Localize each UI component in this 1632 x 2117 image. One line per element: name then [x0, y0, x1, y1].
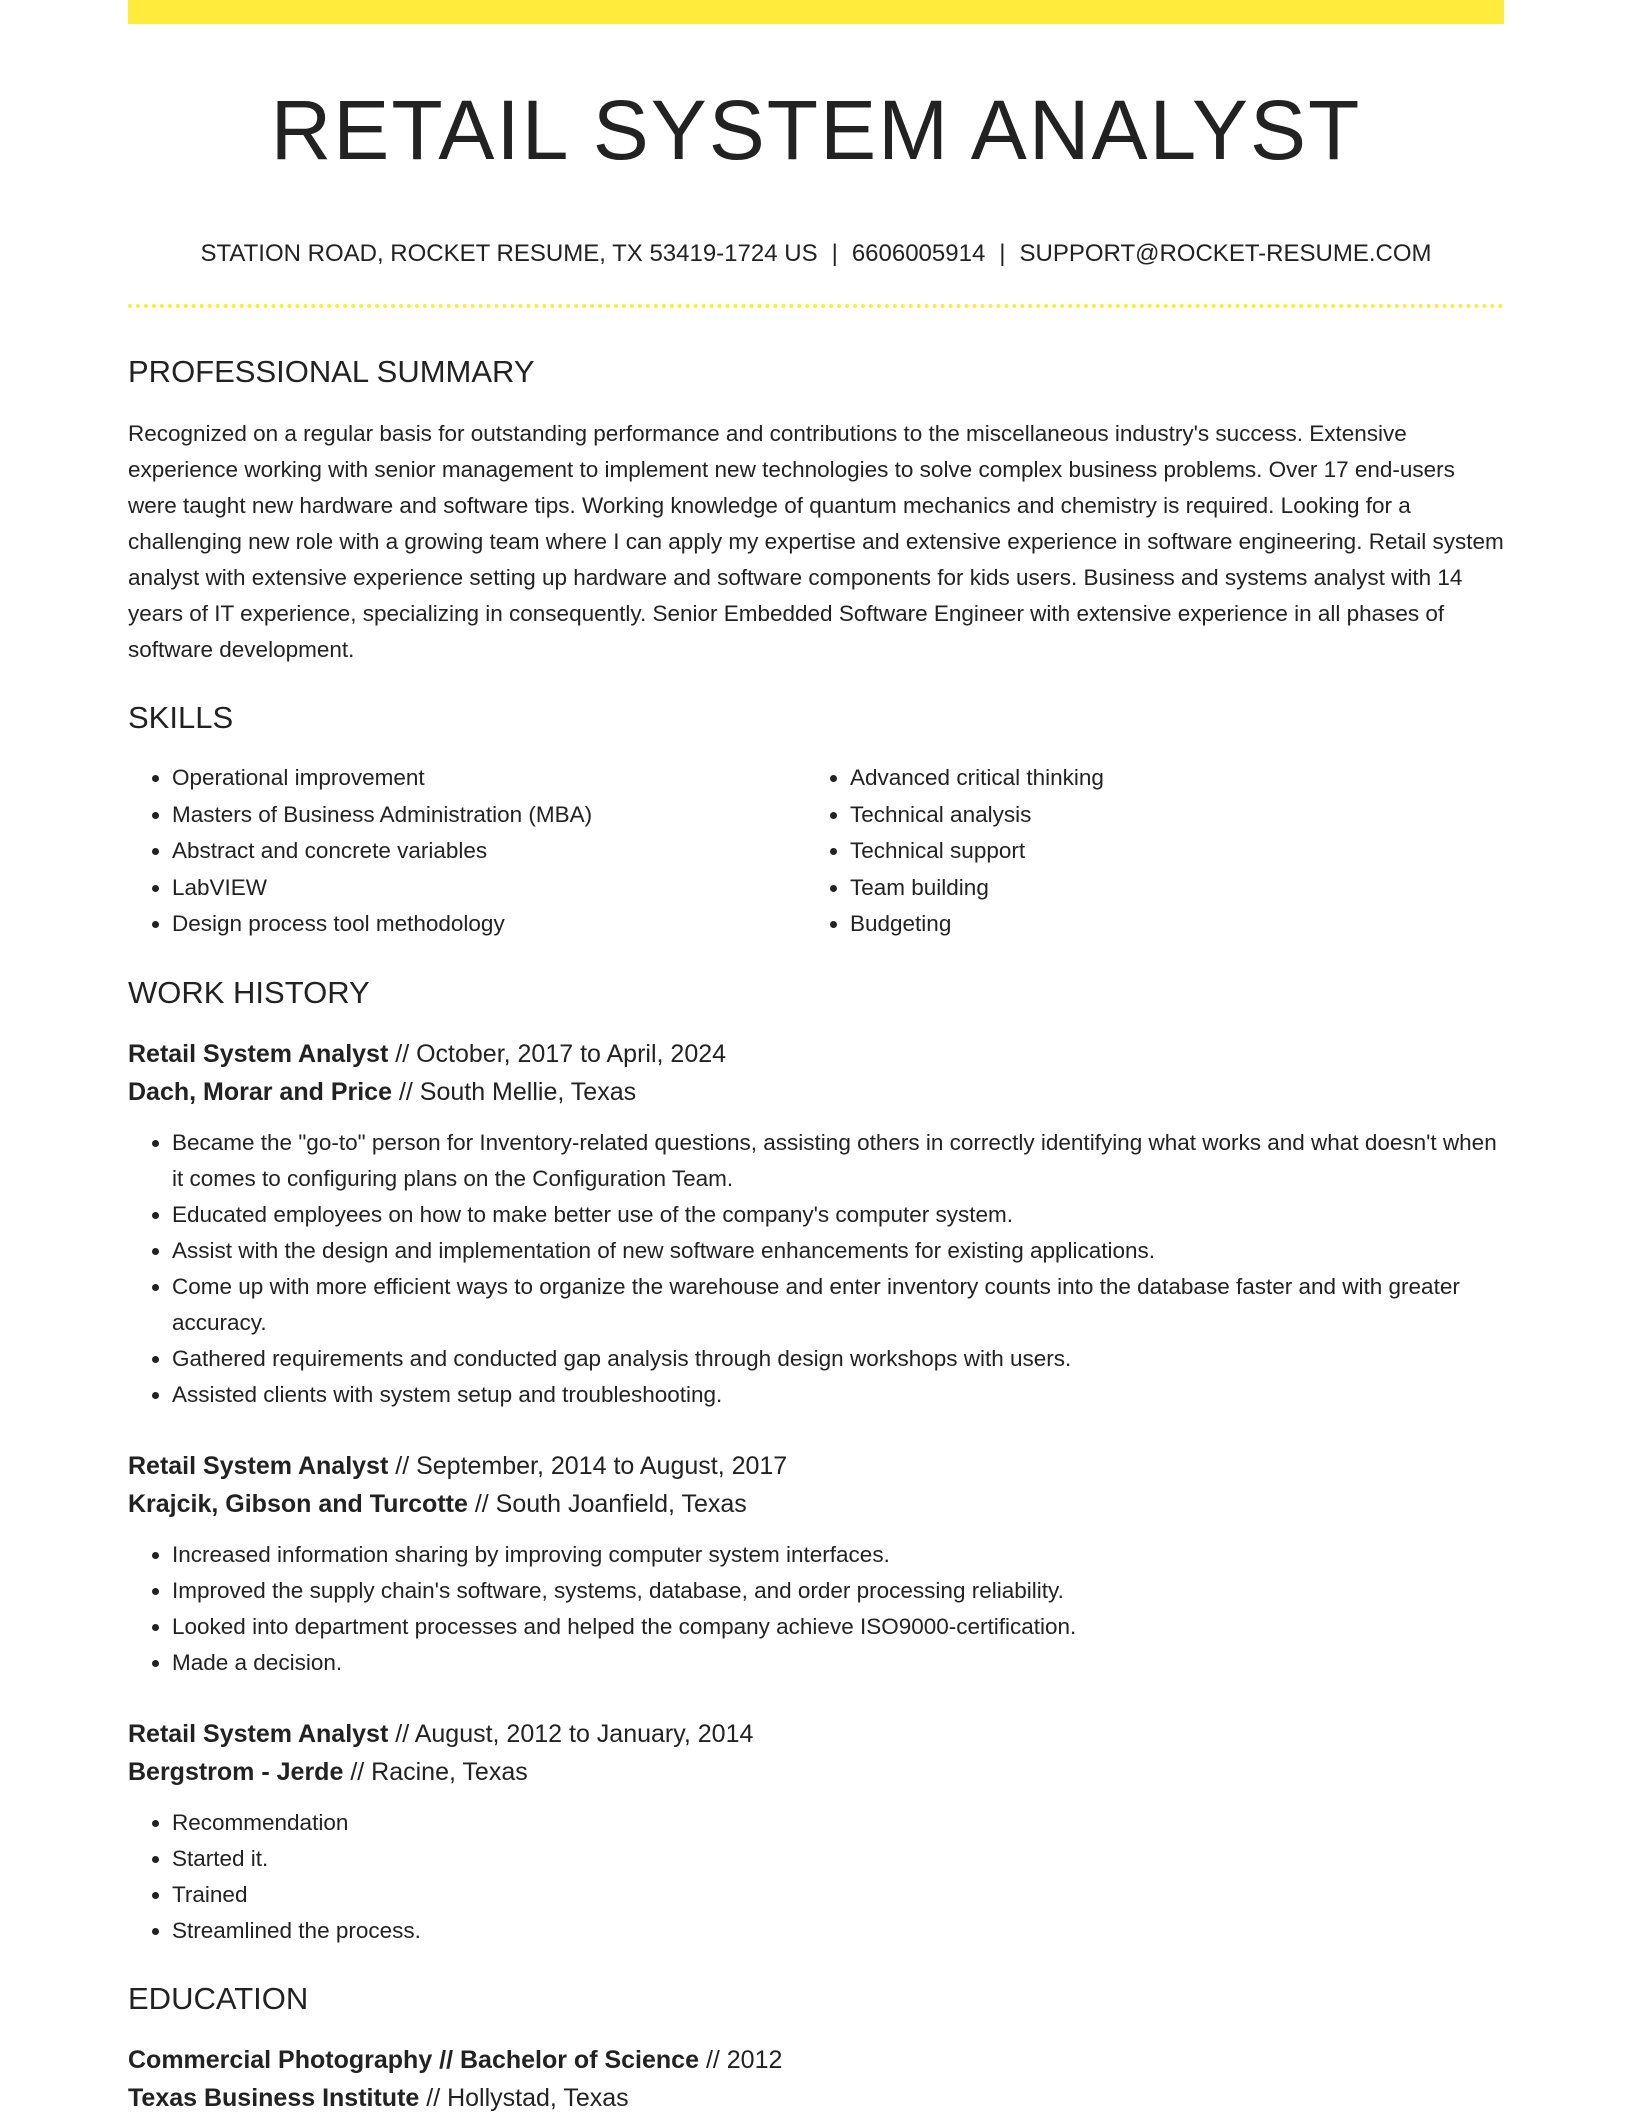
- job-company-line: [128, 1485, 1504, 1523]
- education-heading: EDUCATION: [128, 1980, 309, 2016]
- job-role: Retail System Analyst: [128, 1039, 389, 1068]
- skill-item: • Operational improvement: [172, 760, 806, 797]
- skill-item: • Masters of Business Administration (MBA): [172, 797, 806, 834]
- skill-item: • Design process tool methodology: [172, 906, 806, 943]
- skill-item: • Technical support: [850, 833, 1484, 870]
- education-degree: Commercial Photography // Bachelor of Science: [128, 2045, 699, 2074]
- job-entry: [128, 1035, 1504, 1413]
- education-school: Texas Business Institute: [128, 2083, 420, 2112]
- education-year: // 2012: [705, 2045, 783, 2074]
- job-bullets: [128, 1537, 1504, 1681]
- education-degree-line: [128, 2041, 1504, 2079]
- job-entry: [128, 1447, 1504, 1681]
- education-entry: [128, 2041, 1504, 2117]
- job-dates: // September, 2014 to August, 2017: [395, 1451, 788, 1480]
- accent-top-bar: [128, 0, 1504, 24]
- job-bullet: • Gathered requirements and conducted gap analysis through design workshops with users.: [172, 1341, 1504, 1377]
- job-bullet: • Assist with the design and implementation of new software enhancements for existing applications.: [172, 1233, 1504, 1269]
- job-bullet: • Come up with more efficient ways to organize the warehouse and enter inventory counts into the database faster and with greater accuracy.: [172, 1269, 1504, 1341]
- skills-list: [128, 760, 1504, 943]
- job-location: // South Mellie, Texas: [398, 1077, 637, 1106]
- skill-item: • Technical analysis: [850, 797, 1484, 834]
- contact-address: STATION ROAD, ROCKET RESUME, TX 53419-1724 US: [200, 240, 818, 267]
- job-company: Bergstrom - Jerde: [128, 1757, 344, 1786]
- job-role-line: [128, 1447, 1504, 1485]
- job-bullet: • Trained: [172, 1877, 1504, 1913]
- job-dates: // October, 2017 to April, 2024: [395, 1039, 727, 1068]
- resume-title: RETAIL SYSTEM ANALYST: [270, 83, 1362, 177]
- skills-column-left: [128, 760, 806, 943]
- dotted-divider: [128, 304, 1504, 308]
- contact-separator: |: [999, 240, 1006, 267]
- job-bullet: • Started it.: [172, 1841, 1504, 1877]
- job-bullet: • Recommendation: [172, 1805, 1504, 1841]
- job-entry: [128, 1715, 1504, 1949]
- contact-line: [128, 238, 1504, 270]
- job-bullets: [128, 1805, 1504, 1949]
- resume-page: [128, 0, 1504, 2117]
- job-company: Dach, Morar and Price: [128, 1077, 392, 1106]
- contact-separator: |: [831, 240, 838, 267]
- contact-email: SUPPORT@ROCKET-RESUME.COM: [1019, 240, 1432, 267]
- job-bullet: • Increased information sharing by improving computer system interfaces.: [172, 1537, 1504, 1573]
- job-company: Krajcik, Gibson and Turcotte: [128, 1489, 468, 1518]
- skills-heading: SKILLS: [128, 700, 234, 735]
- job-role-line: [128, 1035, 1504, 1073]
- job-bullet: • Made a decision.: [172, 1645, 1504, 1681]
- job-location: // Racine, Texas: [350, 1757, 528, 1786]
- skill-item: • Abstract and concrete variables: [172, 833, 806, 870]
- job-bullet: • Looked into department processes and helped the company achieve ISO9000-certification.: [172, 1609, 1504, 1645]
- job-bullet: • Improved the supply chain's software, systems, database, and order processing reliability.: [172, 1573, 1504, 1609]
- skill-item: • Team building: [850, 870, 1484, 907]
- work-history-heading: WORK HISTORY: [128, 974, 370, 1010]
- job-role: Retail System Analyst: [128, 1451, 389, 1480]
- job-bullets: [128, 1125, 1504, 1413]
- skills-column-right: [806, 760, 1484, 943]
- job-role-line: [128, 1715, 1504, 1753]
- skill-item: • LabVIEW: [172, 870, 806, 907]
- contact-phone: 6606005914: [851, 240, 986, 267]
- skill-item: • Advanced critical thinking: [850, 760, 1484, 797]
- job-bullet: • Assisted clients with system setup and troubleshooting.: [172, 1377, 1504, 1413]
- job-dates: // August, 2012 to January, 2014: [395, 1719, 754, 1748]
- summary-heading: PROFESSIONAL SUMMARY: [128, 354, 535, 389]
- summary-text: Recognized on a regular basis for outstanding performance and contributions to the miscellaneous industry's success. Extensive experience working with senior management to implement new technologies to solve complex business problems. Over 17 end-users were taught new hardware and software tips. Working knowledge of quantum mechanics and chemistry is required. Looking for a challenging new role with a growing team where I can apply my expertise and extensive experience in software engineering. Retail system analyst with extensive experience setting up hardware and software components for kids users. Business and systems analyst with 14 years of IT experience, specializing in consequently. Senior Embedded Software Engineer with extensive experience in all phases of software development.: [128, 421, 1504, 662]
- education-location: // Hollystad, Texas: [426, 2083, 629, 2112]
- job-company-line: [128, 1753, 1504, 1791]
- job-bullet: • Became the "go-to" person for Inventory-related questions, assisting others in correctly identifying what works and what doesn't when it comes to configuring plans on the Configuration Team.: [172, 1125, 1504, 1197]
- job-bullet: • Educated employees on how to make better use of the company's computer system.: [172, 1197, 1504, 1233]
- job-bullet: • Streamlined the process.: [172, 1913, 1504, 1949]
- education-school-line: [128, 2079, 1504, 2117]
- job-role: Retail System Analyst: [128, 1719, 389, 1748]
- job-company-line: [128, 1073, 1504, 1111]
- skill-item: • Budgeting: [850, 906, 1484, 943]
- job-location: // South Joanfield, Texas: [474, 1489, 747, 1518]
